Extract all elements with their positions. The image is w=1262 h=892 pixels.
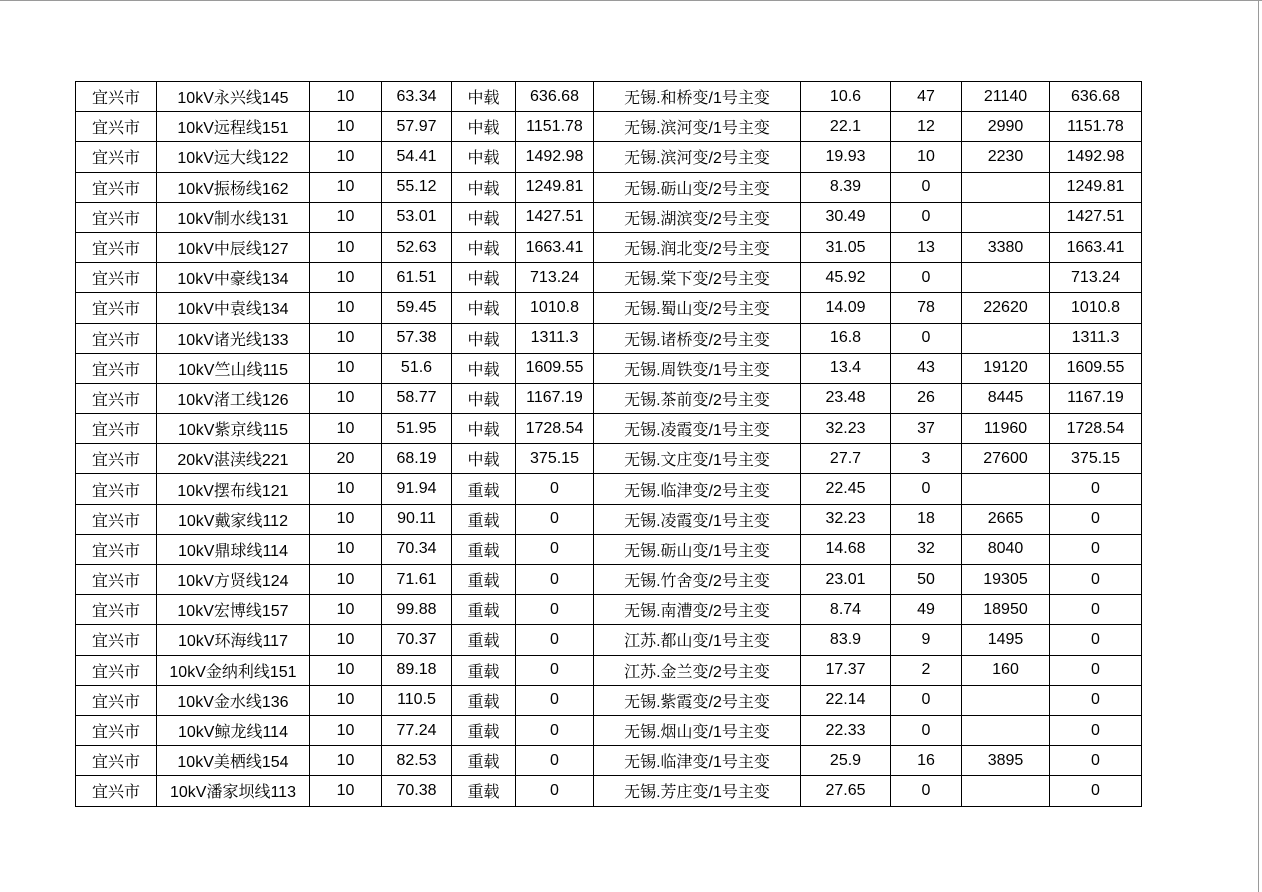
cell-capacity: 1167.19 bbox=[516, 383, 594, 413]
cell-city: 宜兴市 bbox=[76, 383, 157, 413]
cell-load-rate: 51.95 bbox=[382, 414, 452, 444]
cell-load-status: 重载 bbox=[452, 715, 516, 745]
cell-load-rate: 70.34 bbox=[382, 534, 452, 564]
cell-load-rate: 71.61 bbox=[382, 565, 452, 595]
cell-line-name: 20kV湛渎线221 bbox=[157, 444, 310, 474]
cell-load-status: 中载 bbox=[452, 263, 516, 293]
cell-transformer-load: 19.93 bbox=[801, 142, 891, 172]
cell-transformer-load: 17.37 bbox=[801, 655, 891, 685]
cell-substation: 无锡.凌霞变/1号主变 bbox=[594, 414, 801, 444]
cell-line-name: 10kV戴家线112 bbox=[157, 504, 310, 534]
cell-load-rate: 59.45 bbox=[382, 293, 452, 323]
cell-col-11: 0 bbox=[1050, 625, 1142, 655]
cell-substation: 无锡.蜀山变/2号主变 bbox=[594, 293, 801, 323]
cell-voltage: 10 bbox=[310, 293, 382, 323]
cell-load-status: 中载 bbox=[452, 293, 516, 323]
cell-transformer-load: 32.23 bbox=[801, 504, 891, 534]
cell-transformer-load: 8.74 bbox=[801, 595, 891, 625]
cell-capacity: 0 bbox=[516, 776, 594, 806]
cell-capacity: 375.15 bbox=[516, 444, 594, 474]
cell-load-status: 重载 bbox=[452, 534, 516, 564]
cell-col-11: 1010.8 bbox=[1050, 293, 1142, 323]
cell-col-9: 37 bbox=[891, 414, 962, 444]
cell-col-10: 11960 bbox=[962, 414, 1050, 444]
cell-capacity: 1728.54 bbox=[516, 414, 594, 444]
cell-capacity: 636.68 bbox=[516, 82, 594, 112]
table-row bbox=[76, 142, 1142, 172]
cell-col-9: 78 bbox=[891, 293, 962, 323]
page-border-right bbox=[1258, 0, 1259, 892]
cell-load-rate: 110.5 bbox=[382, 685, 452, 715]
cell-col-11: 375.15 bbox=[1050, 444, 1142, 474]
cell-capacity: 713.24 bbox=[516, 263, 594, 293]
table-row bbox=[76, 595, 1142, 625]
cell-col-9: 0 bbox=[891, 685, 962, 715]
table-row bbox=[76, 112, 1142, 142]
cell-load-status: 重载 bbox=[452, 776, 516, 806]
cell-transformer-load: 27.65 bbox=[801, 776, 891, 806]
cell-col-11: 0 bbox=[1050, 565, 1142, 595]
cell-voltage: 10 bbox=[310, 776, 382, 806]
cell-col-10: 1495 bbox=[962, 625, 1050, 655]
cell-substation: 无锡.滨河变/2号主变 bbox=[594, 142, 801, 172]
cell-col-10: 2230 bbox=[962, 142, 1050, 172]
cell-col-9: 0 bbox=[891, 715, 962, 745]
cell-line-name: 10kV振杨线162 bbox=[157, 172, 310, 202]
cell-capacity: 0 bbox=[516, 746, 594, 776]
cell-line-name: 10kV永兴线145 bbox=[157, 82, 310, 112]
cell-city: 宜兴市 bbox=[76, 414, 157, 444]
table-row bbox=[76, 625, 1142, 655]
cell-transformer-load: 27.7 bbox=[801, 444, 891, 474]
cell-transformer-load: 31.05 bbox=[801, 232, 891, 262]
cell-voltage: 10 bbox=[310, 383, 382, 413]
cell-col-11: 1311.3 bbox=[1050, 323, 1142, 353]
cell-city: 宜兴市 bbox=[76, 444, 157, 474]
cell-load-status: 中载 bbox=[452, 142, 516, 172]
cell-substation: 无锡.滨河变/1号主变 bbox=[594, 112, 801, 142]
cell-line-name: 10kV竺山线115 bbox=[157, 353, 310, 383]
cell-capacity: 1151.78 bbox=[516, 112, 594, 142]
cell-col-9: 0 bbox=[891, 263, 962, 293]
cell-line-name: 10kV中豪线134 bbox=[157, 263, 310, 293]
cell-substation: 无锡.润北变/2号主变 bbox=[594, 232, 801, 262]
cell-col-10 bbox=[962, 474, 1050, 504]
cell-substation: 无锡.诸桥变/2号主变 bbox=[594, 323, 801, 353]
cell-col-11: 1663.41 bbox=[1050, 232, 1142, 262]
cell-col-11: 1609.55 bbox=[1050, 353, 1142, 383]
cell-line-name: 10kV诸光线133 bbox=[157, 323, 310, 353]
cell-load-rate: 57.38 bbox=[382, 323, 452, 353]
cell-load-status: 重载 bbox=[452, 504, 516, 534]
cell-city: 宜兴市 bbox=[76, 172, 157, 202]
cell-capacity: 1311.3 bbox=[516, 323, 594, 353]
cell-col-10 bbox=[962, 715, 1050, 745]
cell-transformer-load: 23.01 bbox=[801, 565, 891, 595]
cell-voltage: 10 bbox=[310, 112, 382, 142]
cell-city: 宜兴市 bbox=[76, 685, 157, 715]
cell-city: 宜兴市 bbox=[76, 565, 157, 595]
cell-substation: 无锡.文庄变/1号主变 bbox=[594, 444, 801, 474]
cell-voltage: 10 bbox=[310, 414, 382, 444]
cell-capacity: 0 bbox=[516, 685, 594, 715]
cell-voltage: 10 bbox=[310, 142, 382, 172]
cell-col-9: 0 bbox=[891, 776, 962, 806]
cell-city: 宜兴市 bbox=[76, 232, 157, 262]
cell-load-status: 中载 bbox=[452, 82, 516, 112]
cell-transformer-load: 22.45 bbox=[801, 474, 891, 504]
cell-line-name: 10kV金水线136 bbox=[157, 685, 310, 715]
cell-voltage: 10 bbox=[310, 625, 382, 655]
cell-col-10: 27600 bbox=[962, 444, 1050, 474]
cell-transformer-load: 8.39 bbox=[801, 172, 891, 202]
cell-transformer-load: 32.23 bbox=[801, 414, 891, 444]
cell-substation: 江苏.金兰变/2号主变 bbox=[594, 655, 801, 685]
cell-capacity: 1010.8 bbox=[516, 293, 594, 323]
table-row bbox=[76, 383, 1142, 413]
cell-col-11: 0 bbox=[1050, 746, 1142, 776]
cell-line-name: 10kV鼎球线114 bbox=[157, 534, 310, 564]
cell-capacity: 1427.51 bbox=[516, 202, 594, 232]
cell-line-name: 10kV摆布线121 bbox=[157, 474, 310, 504]
cell-col-9: 0 bbox=[891, 474, 962, 504]
cell-col-10 bbox=[962, 323, 1050, 353]
cell-col-11: 1167.19 bbox=[1050, 383, 1142, 413]
cell-load-rate: 55.12 bbox=[382, 172, 452, 202]
cell-substation: 无锡.竹舍变/2号主变 bbox=[594, 565, 801, 595]
cell-load-rate: 58.77 bbox=[382, 383, 452, 413]
cell-col-9: 47 bbox=[891, 82, 962, 112]
cell-col-11: 0 bbox=[1050, 534, 1142, 564]
cell-transformer-load: 16.8 bbox=[801, 323, 891, 353]
cell-col-9: 0 bbox=[891, 202, 962, 232]
cell-col-11: 0 bbox=[1050, 504, 1142, 534]
table-row bbox=[76, 504, 1142, 534]
cell-load-rate: 89.18 bbox=[382, 655, 452, 685]
table-row bbox=[76, 746, 1142, 776]
cell-col-11: 0 bbox=[1050, 474, 1142, 504]
cell-col-10: 21140 bbox=[962, 82, 1050, 112]
cell-city: 宜兴市 bbox=[76, 263, 157, 293]
cell-substation: 无锡.芳庄变/1号主变 bbox=[594, 776, 801, 806]
cell-col-9: 2 bbox=[891, 655, 962, 685]
cell-capacity: 1249.81 bbox=[516, 172, 594, 202]
cell-transformer-load: 25.9 bbox=[801, 746, 891, 776]
table-row bbox=[76, 715, 1142, 745]
cell-col-11: 1249.81 bbox=[1050, 172, 1142, 202]
cell-load-rate: 91.94 bbox=[382, 474, 452, 504]
cell-transformer-load: 14.09 bbox=[801, 293, 891, 323]
cell-col-9: 10 bbox=[891, 142, 962, 172]
cell-substation: 无锡.和桥变/1号主变 bbox=[594, 82, 801, 112]
cell-capacity: 0 bbox=[516, 504, 594, 534]
cell-city: 宜兴市 bbox=[76, 776, 157, 806]
cell-col-9: 3 bbox=[891, 444, 962, 474]
cell-load-rate: 54.41 bbox=[382, 142, 452, 172]
cell-capacity: 0 bbox=[516, 595, 594, 625]
cell-line-name: 10kV美栖线154 bbox=[157, 746, 310, 776]
table-row bbox=[76, 232, 1142, 262]
cell-load-rate: 99.88 bbox=[382, 595, 452, 625]
cell-city: 宜兴市 bbox=[76, 112, 157, 142]
cell-load-rate: 82.53 bbox=[382, 746, 452, 776]
cell-line-name: 10kV远程线151 bbox=[157, 112, 310, 142]
cell-line-name: 10kV中袁线134 bbox=[157, 293, 310, 323]
table-row bbox=[76, 534, 1142, 564]
cell-line-name: 10kV鲸龙线114 bbox=[157, 715, 310, 745]
cell-substation: 无锡.凌霞变/1号主变 bbox=[594, 504, 801, 534]
cell-col-10: 18950 bbox=[962, 595, 1050, 625]
cell-col-10: 3895 bbox=[962, 746, 1050, 776]
cell-col-11: 0 bbox=[1050, 595, 1142, 625]
table-row bbox=[76, 172, 1142, 202]
cell-voltage: 10 bbox=[310, 655, 382, 685]
cell-col-10 bbox=[962, 263, 1050, 293]
cell-line-name: 10kV环海线117 bbox=[157, 625, 310, 655]
cell-col-10: 3380 bbox=[962, 232, 1050, 262]
cell-line-name: 10kV渚工线126 bbox=[157, 383, 310, 413]
cell-col-10: 19305 bbox=[962, 565, 1050, 595]
cell-load-status: 中载 bbox=[452, 323, 516, 353]
cell-col-10: 2665 bbox=[962, 504, 1050, 534]
table-row bbox=[76, 353, 1142, 383]
cell-col-11: 0 bbox=[1050, 715, 1142, 745]
cell-load-status: 重载 bbox=[452, 625, 516, 655]
cell-col-11: 0 bbox=[1050, 776, 1142, 806]
cell-transformer-load: 22.1 bbox=[801, 112, 891, 142]
cell-col-10 bbox=[962, 172, 1050, 202]
cell-col-9: 0 bbox=[891, 323, 962, 353]
cell-col-9: 9 bbox=[891, 625, 962, 655]
cell-voltage: 10 bbox=[310, 685, 382, 715]
cell-line-name: 10kV中辰线127 bbox=[157, 232, 310, 262]
cell-load-rate: 52.63 bbox=[382, 232, 452, 262]
cell-substation: 无锡.紫霞变/2号主变 bbox=[594, 685, 801, 715]
table-row bbox=[76, 82, 1142, 112]
cell-capacity: 0 bbox=[516, 625, 594, 655]
cell-load-rate: 61.51 bbox=[382, 263, 452, 293]
cell-city: 宜兴市 bbox=[76, 504, 157, 534]
cell-load-status: 中载 bbox=[452, 353, 516, 383]
cell-col-11: 0 bbox=[1050, 685, 1142, 715]
cell-col-11: 713.24 bbox=[1050, 263, 1142, 293]
cell-capacity: 1663.41 bbox=[516, 232, 594, 262]
cell-city: 宜兴市 bbox=[76, 353, 157, 383]
cell-transformer-load: 10.6 bbox=[801, 82, 891, 112]
cell-load-status: 中载 bbox=[452, 383, 516, 413]
cell-voltage: 10 bbox=[310, 353, 382, 383]
cell-col-11: 1492.98 bbox=[1050, 142, 1142, 172]
cell-capacity: 1609.55 bbox=[516, 353, 594, 383]
cell-city: 宜兴市 bbox=[76, 293, 157, 323]
cell-load-rate: 70.37 bbox=[382, 625, 452, 655]
cell-transformer-load: 14.68 bbox=[801, 534, 891, 564]
cell-voltage: 10 bbox=[310, 565, 382, 595]
table-row bbox=[76, 263, 1142, 293]
table-row bbox=[76, 474, 1142, 504]
cell-voltage: 10 bbox=[310, 534, 382, 564]
table-row bbox=[76, 655, 1142, 685]
cell-city: 宜兴市 bbox=[76, 534, 157, 564]
cell-capacity: 0 bbox=[516, 474, 594, 504]
cell-load-rate: 53.01 bbox=[382, 202, 452, 232]
cell-substation: 无锡.临津变/2号主变 bbox=[594, 474, 801, 504]
cell-city: 宜兴市 bbox=[76, 142, 157, 172]
cell-col-10: 160 bbox=[962, 655, 1050, 685]
cell-voltage: 10 bbox=[310, 323, 382, 353]
cell-capacity: 0 bbox=[516, 715, 594, 745]
table-body bbox=[76, 82, 1142, 807]
cell-load-status: 中载 bbox=[452, 232, 516, 262]
cell-capacity: 0 bbox=[516, 565, 594, 595]
cell-substation: 无锡.南漕变/2号主变 bbox=[594, 595, 801, 625]
cell-substation: 无锡.茶前变/2号主变 bbox=[594, 383, 801, 413]
table-row bbox=[76, 414, 1142, 444]
cell-transformer-load: 22.14 bbox=[801, 685, 891, 715]
cell-load-status: 中载 bbox=[452, 202, 516, 232]
cell-load-status: 重载 bbox=[452, 595, 516, 625]
table-row bbox=[76, 565, 1142, 595]
cell-col-10 bbox=[962, 776, 1050, 806]
cell-load-rate: 63.34 bbox=[382, 82, 452, 112]
table-row bbox=[76, 444, 1142, 474]
cell-voltage: 10 bbox=[310, 202, 382, 232]
cell-transformer-load: 83.9 bbox=[801, 625, 891, 655]
cell-voltage: 10 bbox=[310, 715, 382, 745]
cell-voltage: 20 bbox=[310, 444, 382, 474]
cell-voltage: 10 bbox=[310, 82, 382, 112]
cell-load-rate: 51.6 bbox=[382, 353, 452, 383]
cell-transformer-load: 23.48 bbox=[801, 383, 891, 413]
table-row bbox=[76, 293, 1142, 323]
cell-transformer-load: 13.4 bbox=[801, 353, 891, 383]
cell-load-status: 重载 bbox=[452, 474, 516, 504]
cell-voltage: 10 bbox=[310, 746, 382, 776]
cell-line-name: 10kV制水线131 bbox=[157, 202, 310, 232]
cell-substation: 无锡.砺山变/2号主变 bbox=[594, 172, 801, 202]
cell-capacity: 0 bbox=[516, 534, 594, 564]
cell-city: 宜兴市 bbox=[76, 474, 157, 504]
cell-load-status: 中载 bbox=[452, 112, 516, 142]
cell-load-rate: 68.19 bbox=[382, 444, 452, 474]
cell-line-name: 10kV金纳利线151 bbox=[157, 655, 310, 685]
cell-substation: 无锡.临津变/1号主变 bbox=[594, 746, 801, 776]
cell-col-9: 32 bbox=[891, 534, 962, 564]
cell-col-10 bbox=[962, 685, 1050, 715]
cell-voltage: 10 bbox=[310, 504, 382, 534]
cell-col-9: 12 bbox=[891, 112, 962, 142]
cell-col-10: 8445 bbox=[962, 383, 1050, 413]
cell-city: 宜兴市 bbox=[76, 746, 157, 776]
cell-city: 宜兴市 bbox=[76, 202, 157, 232]
cell-col-11: 0 bbox=[1050, 655, 1142, 685]
cell-city: 宜兴市 bbox=[76, 82, 157, 112]
table-row bbox=[76, 323, 1142, 353]
cell-transformer-load: 30.49 bbox=[801, 202, 891, 232]
cell-transformer-load: 22.33 bbox=[801, 715, 891, 745]
cell-city: 宜兴市 bbox=[76, 715, 157, 745]
cell-substation: 无锡.砺山变/1号主变 bbox=[594, 534, 801, 564]
cell-line-name: 10kV潘家坝线113 bbox=[157, 776, 310, 806]
cell-voltage: 10 bbox=[310, 474, 382, 504]
cell-col-9: 26 bbox=[891, 383, 962, 413]
cell-load-status: 中载 bbox=[452, 444, 516, 474]
cell-city: 宜兴市 bbox=[76, 625, 157, 655]
cell-city: 宜兴市 bbox=[76, 595, 157, 625]
cell-col-11: 636.68 bbox=[1050, 82, 1142, 112]
cell-line-name: 10kV方贤线124 bbox=[157, 565, 310, 595]
cell-capacity: 0 bbox=[516, 655, 594, 685]
cell-col-10: 19120 bbox=[962, 353, 1050, 383]
table-row bbox=[76, 776, 1142, 806]
cell-city: 宜兴市 bbox=[76, 323, 157, 353]
cell-col-9: 18 bbox=[891, 504, 962, 534]
cell-voltage: 10 bbox=[310, 172, 382, 202]
page-border-top bbox=[0, 0, 1262, 1]
cell-load-status: 重载 bbox=[452, 685, 516, 715]
cell-line-name: 10kV远大线122 bbox=[157, 142, 310, 172]
cell-load-rate: 90.11 bbox=[382, 504, 452, 534]
cell-line-name: 10kV宏博线157 bbox=[157, 595, 310, 625]
cell-col-10 bbox=[962, 202, 1050, 232]
cell-substation: 江苏.都山变/1号主变 bbox=[594, 625, 801, 655]
cell-col-10: 8040 bbox=[962, 534, 1050, 564]
cell-col-9: 43 bbox=[891, 353, 962, 383]
cell-load-status: 重载 bbox=[452, 655, 516, 685]
cell-col-9: 49 bbox=[891, 595, 962, 625]
cell-voltage: 10 bbox=[310, 232, 382, 262]
cell-voltage: 10 bbox=[310, 595, 382, 625]
cell-load-status: 中载 bbox=[452, 172, 516, 202]
cell-load-rate: 77.24 bbox=[382, 715, 452, 745]
cell-col-11: 1151.78 bbox=[1050, 112, 1142, 142]
cell-substation: 无锡.湖滨变/2号主变 bbox=[594, 202, 801, 232]
table-row bbox=[76, 202, 1142, 232]
cell-substation: 无锡.周铁变/1号主变 bbox=[594, 353, 801, 383]
cell-col-9: 13 bbox=[891, 232, 962, 262]
table-row bbox=[76, 685, 1142, 715]
cell-load-status: 中载 bbox=[452, 414, 516, 444]
cell-load-rate: 70.38 bbox=[382, 776, 452, 806]
cell-col-9: 0 bbox=[891, 172, 962, 202]
cell-col-11: 1427.51 bbox=[1050, 202, 1142, 232]
cell-col-10: 22620 bbox=[962, 293, 1050, 323]
cell-city: 宜兴市 bbox=[76, 655, 157, 685]
cell-transformer-load: 45.92 bbox=[801, 263, 891, 293]
cell-capacity: 1492.98 bbox=[516, 142, 594, 172]
cell-voltage: 10 bbox=[310, 263, 382, 293]
cell-substation: 无锡.棠下变/2号主变 bbox=[594, 263, 801, 293]
cell-col-11: 1728.54 bbox=[1050, 414, 1142, 444]
cell-load-rate: 57.97 bbox=[382, 112, 452, 142]
cell-col-9: 16 bbox=[891, 746, 962, 776]
cell-col-9: 50 bbox=[891, 565, 962, 595]
data-table bbox=[75, 81, 1142, 807]
cell-line-name: 10kV紫京线115 bbox=[157, 414, 310, 444]
cell-load-status: 重载 bbox=[452, 565, 516, 595]
cell-load-status: 重载 bbox=[452, 746, 516, 776]
cell-substation: 无锡.烟山变/1号主变 bbox=[594, 715, 801, 745]
cell-col-10: 2990 bbox=[962, 112, 1050, 142]
